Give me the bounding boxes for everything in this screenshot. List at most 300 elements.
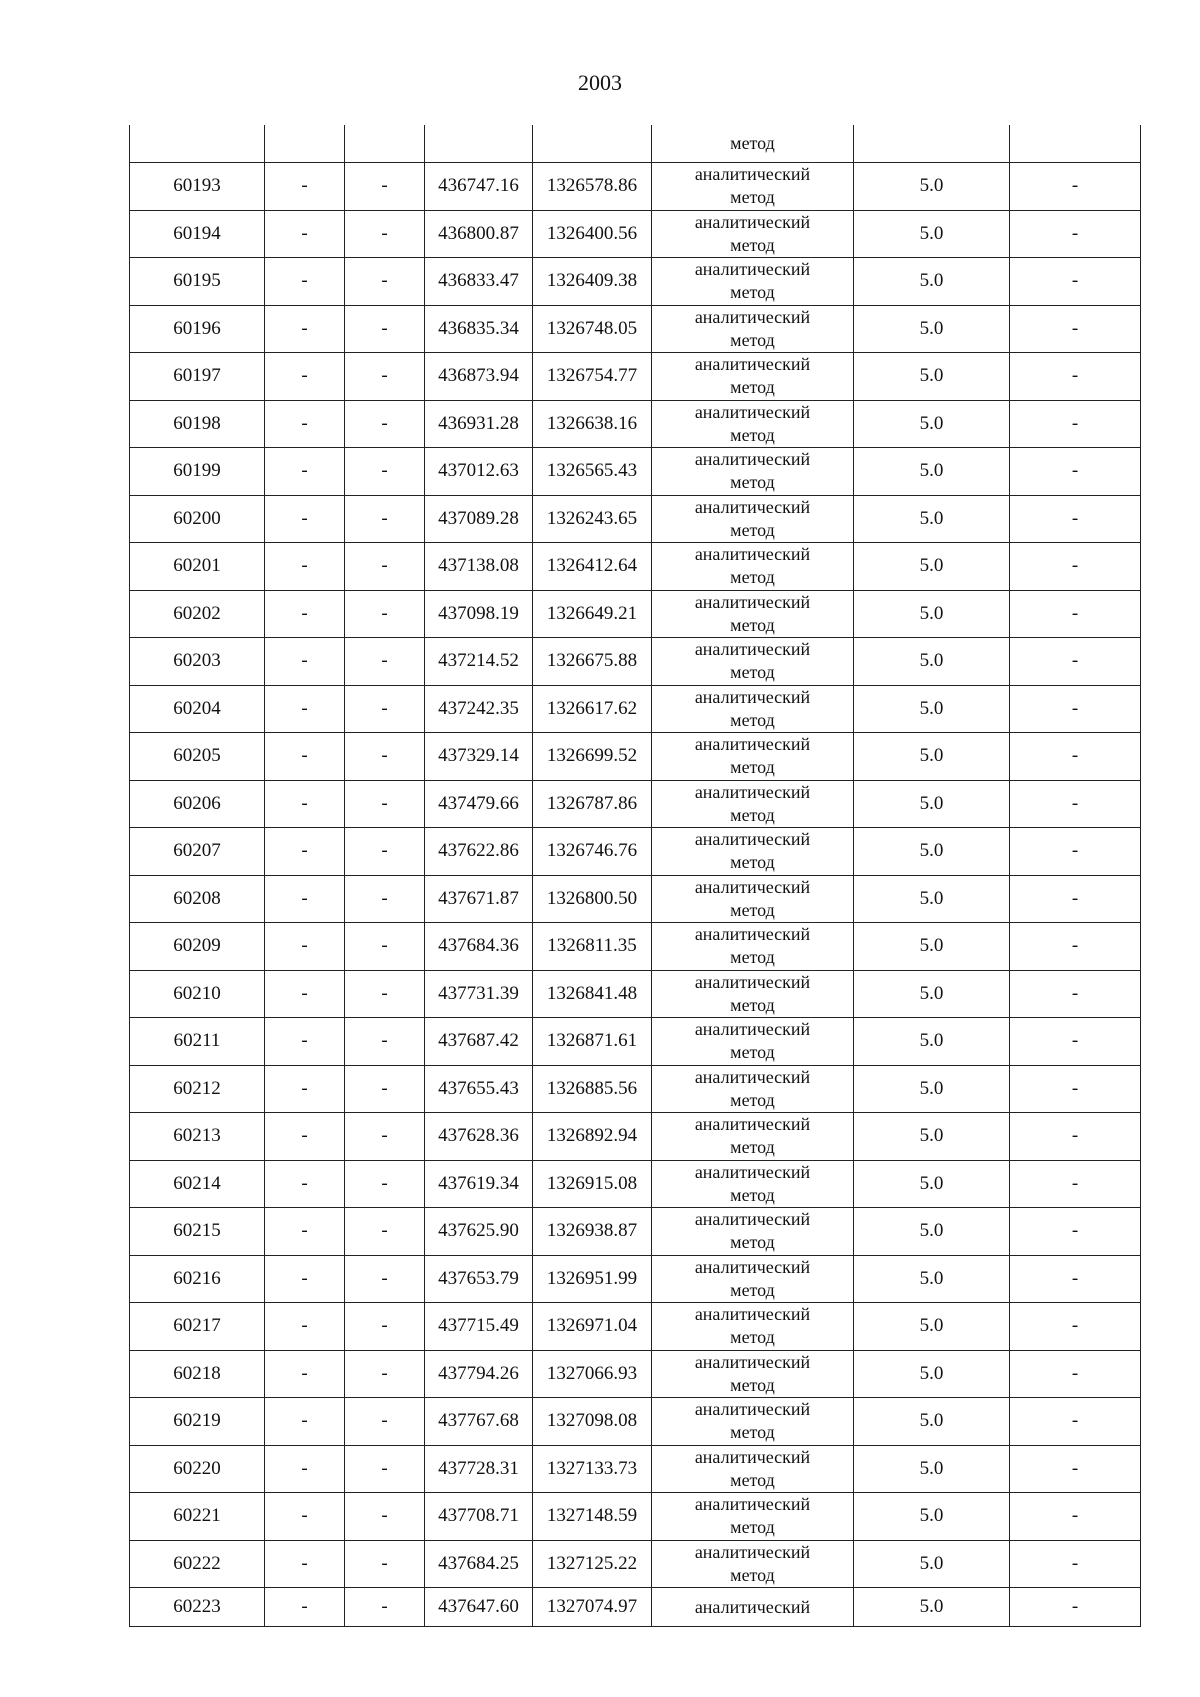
cell-coord-y: 1326243.65	[533, 495, 652, 543]
cell-dash: -	[1010, 1018, 1141, 1066]
cell-method	[652, 1065, 854, 1113]
cell-method	[652, 1398, 854, 1446]
cell-point-number: 60206	[130, 780, 265, 828]
cell-point-number: 60211	[130, 1018, 265, 1066]
cell-coord-y: 1326787.86	[533, 780, 652, 828]
cell-point-number: 60196	[130, 305, 265, 353]
table-row	[130, 1303, 1141, 1351]
cell-dash: -	[1010, 163, 1141, 211]
cell-coord-y: 1327125.22	[533, 1540, 652, 1588]
method-line: аналитический	[694, 876, 811, 897]
cell-dash: -	[345, 400, 425, 448]
cell-dash: -	[345, 1540, 425, 1588]
cell-dash: -	[265, 828, 345, 876]
cell-method	[652, 733, 854, 781]
cell-dash: -	[1010, 448, 1141, 496]
cell-dash: -	[345, 1493, 425, 1541]
cell-accuracy: 5.0	[854, 1303, 1010, 1351]
cell-coord-y: 1326811.35	[533, 923, 652, 971]
cell-accuracy: 5.0	[854, 1065, 1010, 1113]
method-line: аналитический	[694, 1596, 811, 1617]
method-line: метод	[730, 1469, 775, 1490]
cell-coord-x: 437794.26	[425, 1350, 533, 1398]
method-line: метод	[730, 709, 775, 730]
cell-point-number: 60210	[130, 970, 265, 1018]
cell-point-number: 60214	[130, 1160, 265, 1208]
method-line: метод	[730, 1279, 775, 1300]
method-line: метод	[730, 1564, 775, 1585]
cell-method	[652, 543, 854, 591]
method-line: метод	[730, 519, 775, 540]
cell-dash: -	[345, 780, 425, 828]
method-line: аналитический	[694, 1114, 811, 1135]
cell-coord-x: 436833.47	[425, 258, 533, 306]
table-row	[130, 400, 1141, 448]
cell-coord-x: 437622.86	[425, 828, 533, 876]
cell-dash: -	[1010, 1445, 1141, 1493]
cell-dash: -	[345, 163, 425, 211]
coordinates-table	[129, 125, 1141, 1627]
cell-coord-y: 1326649.21	[533, 590, 652, 638]
method-line: метод	[730, 1137, 775, 1158]
method-line: аналитический	[694, 924, 811, 945]
cell-accuracy: 5.0	[854, 1018, 1010, 1066]
cell-dash: -	[1010, 1398, 1141, 1446]
cell-dash: -	[345, 495, 425, 543]
cell-point-number: 60195	[130, 258, 265, 306]
cell-method	[652, 1493, 854, 1541]
method-line: метод	[730, 1327, 775, 1348]
method-line: аналитический	[694, 1494, 811, 1515]
cell-accuracy: 5.0	[854, 1493, 1010, 1541]
cell-method	[652, 970, 854, 1018]
cell-method	[652, 590, 854, 638]
table-body	[130, 125, 1141, 1627]
cell-dash: -	[265, 780, 345, 828]
cell-accuracy: 5.0	[854, 1540, 1010, 1588]
cell-coord-x: 437214.52	[425, 638, 533, 686]
cell-dash: -	[265, 543, 345, 591]
cell-coord-x: 437098.19	[425, 590, 533, 638]
cell-dash: -	[345, 638, 425, 686]
cell-dash: -	[345, 305, 425, 353]
cell-point-number: 60204	[130, 685, 265, 733]
method-line: метод	[730, 1422, 775, 1443]
cell-dash: -	[265, 258, 345, 306]
cell-dash: -	[265, 1398, 345, 1446]
cell-point-number: 60194	[130, 210, 265, 258]
method-line: метод	[730, 994, 775, 1015]
cell-empty	[265, 125, 345, 163]
cell-dash: -	[345, 970, 425, 1018]
cell-dash: -	[1010, 1540, 1141, 1588]
table-row	[130, 210, 1141, 258]
table-row	[130, 1398, 1141, 1446]
method-line: аналитический	[694, 211, 811, 232]
method-line: аналитический	[694, 1351, 811, 1372]
cell-coord-x: 437089.28	[425, 495, 533, 543]
cell-accuracy: 5.0	[854, 495, 1010, 543]
cell-coord-x: 437731.39	[425, 970, 533, 1018]
cell-dash: -	[1010, 780, 1141, 828]
cell-coord-x: 436800.87	[425, 210, 533, 258]
cell-accuracy: 5.0	[854, 828, 1010, 876]
cell-dash: -	[265, 163, 345, 211]
table-row	[130, 733, 1141, 781]
cell-dash: -	[1010, 1303, 1141, 1351]
cell-dash: -	[1010, 400, 1141, 448]
cell-coord-x: 437767.68	[425, 1398, 533, 1446]
cell-point-number: 60209	[130, 923, 265, 971]
method-line: метод	[730, 424, 775, 445]
cell-dash: -	[1010, 353, 1141, 401]
table-row	[130, 1255, 1141, 1303]
cell-method	[652, 1160, 854, 1208]
table-row	[130, 638, 1141, 686]
method-line: метод	[730, 1184, 775, 1205]
cell-coord-x: 437728.31	[425, 1445, 533, 1493]
method-line: аналитический	[694, 1399, 811, 1420]
cell-point-number: 60202	[130, 590, 265, 638]
cell-accuracy: 5.0	[854, 970, 1010, 1018]
cell-dash: -	[265, 1350, 345, 1398]
cell-coord-x: 437647.60	[425, 1588, 533, 1627]
method-line: метод	[730, 329, 775, 350]
cell-dash: -	[265, 685, 345, 733]
cell-dash: -	[345, 685, 425, 733]
method-line: аналитический	[694, 259, 811, 280]
cell-accuracy: 5.0	[854, 1160, 1010, 1208]
cell-coord-x: 437625.90	[425, 1208, 533, 1256]
cell-dash: -	[265, 1160, 345, 1208]
cell-empty	[533, 125, 652, 163]
cell-method	[652, 1303, 854, 1351]
cell-point-number: 60222	[130, 1540, 265, 1588]
cell-dash: -	[345, 590, 425, 638]
cell-empty	[1010, 125, 1141, 163]
method-line: аналитический	[694, 591, 811, 612]
cell-point-number: 60221	[130, 1493, 265, 1541]
cell-dash: -	[265, 1445, 345, 1493]
method-line: аналитический	[694, 734, 811, 755]
cell-method	[652, 1445, 854, 1493]
method-line: аналитический	[694, 1019, 811, 1040]
cell-point-number: 60207	[130, 828, 265, 876]
method-line: метод	[730, 804, 775, 825]
cell-accuracy: 5.0	[854, 258, 1010, 306]
table-row	[130, 1065, 1141, 1113]
cell-dash: -	[265, 495, 345, 543]
cell-dash: -	[265, 1303, 345, 1351]
cell-coord-x: 437684.36	[425, 923, 533, 971]
cell-accuracy: 5.0	[854, 780, 1010, 828]
cell-point-number: 60199	[130, 448, 265, 496]
cell-method	[652, 400, 854, 448]
cell-dash: -	[345, 543, 425, 591]
cell-dash: -	[1010, 923, 1141, 971]
cell-coord-y: 1326871.61	[533, 1018, 652, 1066]
method-line: аналитический	[694, 1304, 811, 1325]
method-line: метод	[730, 472, 775, 493]
cell-point-number: 60213	[130, 1113, 265, 1161]
cell-point-number: 60216	[130, 1255, 265, 1303]
cell-coord-y: 1327066.93	[533, 1350, 652, 1398]
cell-coord-x: 437619.34	[425, 1160, 533, 1208]
method-line: аналитический	[694, 544, 811, 565]
cell-dash: -	[265, 1018, 345, 1066]
method-line: аналитический	[694, 1161, 811, 1182]
cell-dash: -	[265, 733, 345, 781]
cell-coord-x: 436873.94	[425, 353, 533, 401]
table-row	[130, 590, 1141, 638]
cell-coord-y: 1326748.05	[533, 305, 652, 353]
cell-dash: -	[345, 210, 425, 258]
table-row	[130, 258, 1141, 306]
cell-dash: -	[1010, 875, 1141, 923]
cell-dash: -	[345, 875, 425, 923]
cell-coord-x: 436835.34	[425, 305, 533, 353]
cell-dash: -	[1010, 1065, 1141, 1113]
cell-coord-x: 437653.79	[425, 1255, 533, 1303]
cell-coord-y: 1327148.59	[533, 1493, 652, 1541]
cell-dash: -	[345, 1588, 425, 1627]
cell-accuracy: 5.0	[854, 1445, 1010, 1493]
cell-method	[652, 495, 854, 543]
table-row	[130, 163, 1141, 211]
cell-coord-x: 437479.66	[425, 780, 533, 828]
cell-method	[652, 1540, 854, 1588]
cell-method	[652, 1255, 854, 1303]
table-row	[130, 1540, 1141, 1588]
table-row	[130, 1208, 1141, 1256]
method-line: аналитический	[694, 1446, 811, 1467]
cell-dash: -	[1010, 1160, 1141, 1208]
cell-dash: -	[265, 400, 345, 448]
cell-method	[652, 1350, 854, 1398]
method-line: аналитический	[694, 306, 811, 327]
table-row	[130, 923, 1141, 971]
cell-coord-y: 1326938.87	[533, 1208, 652, 1256]
cell-dash: -	[345, 353, 425, 401]
cell-accuracy: 5.0	[854, 448, 1010, 496]
cell-dash: -	[1010, 1208, 1141, 1256]
cell-dash: -	[265, 1113, 345, 1161]
cell-method	[652, 1588, 854, 1627]
method-line: метод	[730, 1232, 775, 1253]
cell-accuracy: 5.0	[854, 1255, 1010, 1303]
method-line: метод	[730, 1089, 775, 1110]
cell-method	[652, 923, 854, 971]
cell-coord-y: 1326675.88	[533, 638, 652, 686]
cell-coord-x: 436747.16	[425, 163, 533, 211]
cell-point-number: 60223	[130, 1588, 265, 1627]
cell-coord-y: 1326578.86	[533, 163, 652, 211]
table-row	[130, 1113, 1141, 1161]
table-row	[130, 305, 1141, 353]
table-row	[130, 1350, 1141, 1398]
method-line: метод	[730, 662, 775, 683]
table-row	[130, 780, 1141, 828]
cell-dash: -	[265, 448, 345, 496]
method-line: метод	[730, 614, 775, 635]
cell-method	[652, 828, 854, 876]
table-row	[130, 1493, 1141, 1541]
cell-coord-y: 1326915.08	[533, 1160, 652, 1208]
method-line: аналитический	[694, 639, 811, 660]
table-row	[130, 448, 1141, 496]
method-line: метод	[730, 1042, 775, 1063]
cell-coord-x: 437628.36	[425, 1113, 533, 1161]
cell-coord-x: 437329.14	[425, 733, 533, 781]
cell-dash: -	[345, 1255, 425, 1303]
cell-dash: -	[345, 1065, 425, 1113]
method-line: метод	[730, 947, 775, 968]
cell-point-number: 60208	[130, 875, 265, 923]
table-row	[130, 828, 1141, 876]
cell-point-number: 60217	[130, 1303, 265, 1351]
cell-coord-y: 1326841.48	[533, 970, 652, 1018]
cell-accuracy: 5.0	[854, 305, 1010, 353]
cell-dash: -	[265, 1065, 345, 1113]
cell-coord-x: 437138.08	[425, 543, 533, 591]
cell-accuracy: 5.0	[854, 543, 1010, 591]
cell-empty	[425, 125, 533, 163]
method-line: аналитический	[694, 1209, 811, 1230]
cell-point-number: 60219	[130, 1398, 265, 1446]
cell-dash: -	[1010, 828, 1141, 876]
cell-accuracy: 5.0	[854, 353, 1010, 401]
cell-dash: -	[1010, 258, 1141, 306]
cell-dash: -	[1010, 1588, 1141, 1627]
method-line: метод	[730, 852, 775, 873]
method-line: метод	[730, 234, 775, 255]
cell-coord-y: 1326971.04	[533, 1303, 652, 1351]
cell-coord-y: 1326892.94	[533, 1113, 652, 1161]
cell-point-number: 60197	[130, 353, 265, 401]
cell-dash: -	[265, 1588, 345, 1627]
cell-dash: -	[345, 1303, 425, 1351]
cell-dash: -	[265, 1540, 345, 1588]
cell-method	[652, 163, 854, 211]
cell-accuracy: 5.0	[854, 923, 1010, 971]
cell-method	[652, 1208, 854, 1256]
cell-coord-x: 437708.71	[425, 1493, 533, 1541]
cell-method	[652, 1113, 854, 1161]
cell-coord-y: 1326699.52	[533, 733, 652, 781]
cell-method	[652, 258, 854, 306]
cell-accuracy: 5.0	[854, 1350, 1010, 1398]
cell-method	[652, 353, 854, 401]
cell-point-number: 60205	[130, 733, 265, 781]
cell-dash: -	[265, 210, 345, 258]
cell-dash: -	[1010, 733, 1141, 781]
cell-point-number: 60201	[130, 543, 265, 591]
cell-coord-x: 437684.25	[425, 1540, 533, 1588]
cell-accuracy: 5.0	[854, 733, 1010, 781]
cell-dash: -	[1010, 210, 1141, 258]
cell-coord-x: 437671.87	[425, 875, 533, 923]
cell-accuracy: 5.0	[854, 163, 1010, 211]
cell-dash: -	[345, 1160, 425, 1208]
method-line: аналитический	[694, 1066, 811, 1087]
method-line: аналитический	[694, 449, 811, 470]
method-line: метод	[730, 567, 775, 588]
cell-dash: -	[265, 970, 345, 1018]
cell-dash: -	[345, 828, 425, 876]
cell-dash: -	[1010, 1350, 1141, 1398]
table-row	[130, 685, 1141, 733]
cell-dash: -	[345, 733, 425, 781]
cell-accuracy: 5.0	[854, 400, 1010, 448]
method-line: аналитический	[694, 1256, 811, 1277]
cell-coord-y: 1326951.99	[533, 1255, 652, 1303]
cell-accuracy: 5.0	[854, 1113, 1010, 1161]
cell-method: метод	[652, 125, 854, 163]
method-line: метод	[730, 282, 775, 303]
table-row	[130, 875, 1141, 923]
cell-dash: -	[345, 258, 425, 306]
cell-dash: -	[345, 923, 425, 971]
cell-dash: -	[265, 923, 345, 971]
cell-dash: -	[1010, 543, 1141, 591]
table-row	[130, 1588, 1141, 1627]
cell-point-number: 60200	[130, 495, 265, 543]
cell-dash: -	[265, 353, 345, 401]
method-line: аналитический	[694, 1541, 811, 1562]
cell-empty	[854, 125, 1010, 163]
cell-point-number: 60198	[130, 400, 265, 448]
cell-dash: -	[345, 1445, 425, 1493]
cell-coord-x: 437655.43	[425, 1065, 533, 1113]
cell-coord-y: 1326800.50	[533, 875, 652, 923]
cell-coord-y: 1326885.56	[533, 1065, 652, 1113]
cell-dash: -	[345, 1018, 425, 1066]
cell-method	[652, 638, 854, 686]
cell-dash: -	[265, 305, 345, 353]
cell-coord-y: 1326409.38	[533, 258, 652, 306]
cell-accuracy: 5.0	[854, 1588, 1010, 1627]
cell-dash: -	[1010, 305, 1141, 353]
method-line: аналитический	[694, 496, 811, 517]
method-line: аналитический	[694, 354, 811, 375]
cell-dash: -	[265, 1493, 345, 1541]
cell-point-number: 60212	[130, 1065, 265, 1113]
cell-dash: -	[1010, 1493, 1141, 1541]
cell-method	[652, 780, 854, 828]
cell-method	[652, 305, 854, 353]
cell-point-number: 60193	[130, 163, 265, 211]
method-line: аналитический	[694, 401, 811, 422]
cell-coord-x: 437687.42	[425, 1018, 533, 1066]
cell-dash: -	[1010, 638, 1141, 686]
cell-empty	[345, 125, 425, 163]
cell-dash: -	[345, 448, 425, 496]
method-line: метод	[730, 377, 775, 398]
cell-coord-y: 1327133.73	[533, 1445, 652, 1493]
cell-method	[652, 875, 854, 923]
cell-dash: -	[1010, 970, 1141, 1018]
method-line: метод	[730, 187, 775, 208]
cell-dash: -	[1010, 1255, 1141, 1303]
cell-method	[652, 685, 854, 733]
cell-coord-y: 1326754.77	[533, 353, 652, 401]
cell-dash: -	[265, 1255, 345, 1303]
cell-dash: -	[345, 1398, 425, 1446]
cell-coord-x: 437242.35	[425, 685, 533, 733]
cell-dash: -	[345, 1350, 425, 1398]
cell-accuracy: 5.0	[854, 875, 1010, 923]
method-line: метод	[730, 1374, 775, 1395]
